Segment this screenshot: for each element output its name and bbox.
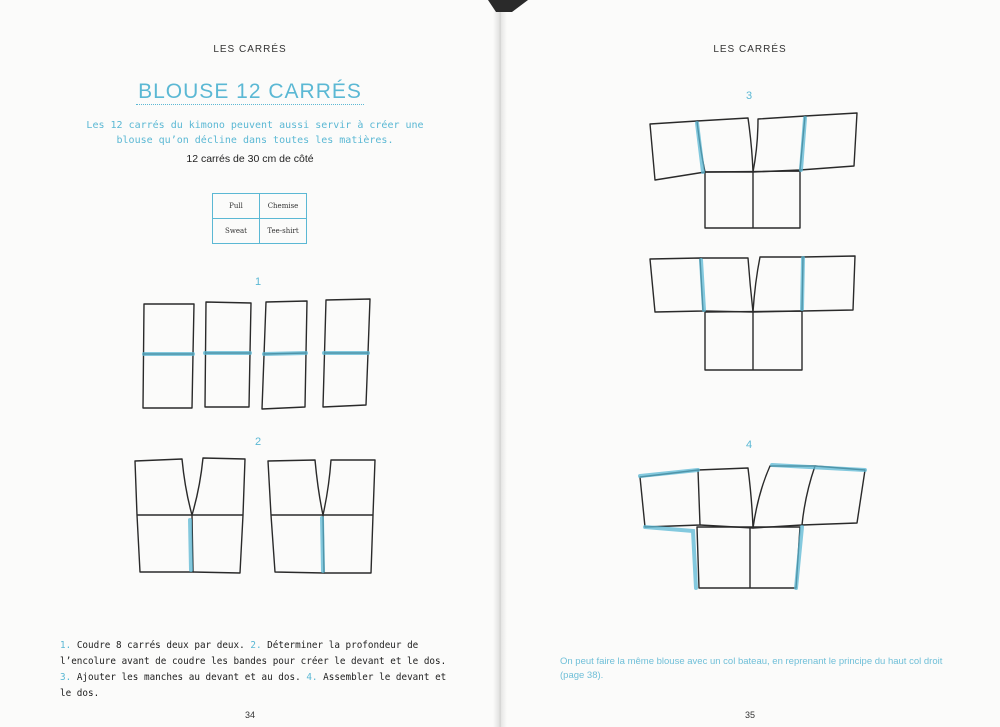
right-page	[500, 0, 1000, 727]
book-gutter	[493, 0, 507, 727]
running-header: LES CARRÉS	[213, 44, 287, 55]
instructions	[60, 638, 450, 702]
size-note: 12 carrés de 30 cm de côté	[186, 153, 314, 165]
step2-diagram	[135, 458, 375, 573]
step-text-4: Assembler le devant et le dos.	[60, 672, 447, 699]
step-text-3: Ajouter les manches au devant et au dos.	[76, 672, 301, 683]
step-text-2: Déterminer la profondeur de l’encolure avant de coudre les bandes pour créer le devant et le dos.	[60, 640, 447, 667]
page-title-text: BLOUSE 12 CARRÉS	[138, 80, 362, 103]
step-text-1: Coudre 8 carrés deux par deux.	[76, 640, 245, 651]
page-number-right: 35	[744, 710, 755, 720]
grid-cell: Tee-shirt	[260, 219, 307, 244]
step3-diagram-a	[650, 113, 857, 228]
step-num-3: 3.	[60, 672, 72, 683]
step3-diagram-b	[650, 256, 855, 370]
running-header: LES CARRÉS	[713, 44, 787, 55]
grid-cell: Pull	[213, 194, 260, 219]
step-num-1: 1.	[60, 640, 72, 651]
sewing-diagrams-right	[500, 0, 1000, 727]
grid-cell: Sweat	[213, 219, 260, 244]
page-number-left: 34	[244, 710, 255, 720]
note-text: On peut faire la même blouse avec un col bateau, en reprenant le principe du haut col droit (page 38).	[560, 656, 943, 681]
step-label-3: 3	[746, 90, 753, 102]
grid-cell: Chemise	[260, 194, 307, 219]
step-num-4: 4.	[306, 672, 318, 683]
step-label-2: 2	[255, 436, 262, 448]
step4-diagram	[640, 466, 865, 588]
step-label-4: 4	[746, 439, 753, 451]
step-num-2: 2.	[250, 640, 262, 651]
step-label-1: 1	[255, 276, 262, 288]
intro-text: Les 12 carrés du kimono peuvent aussi servir à créer une blouse qu’on décline dans toutes les matières.	[86, 120, 424, 146]
